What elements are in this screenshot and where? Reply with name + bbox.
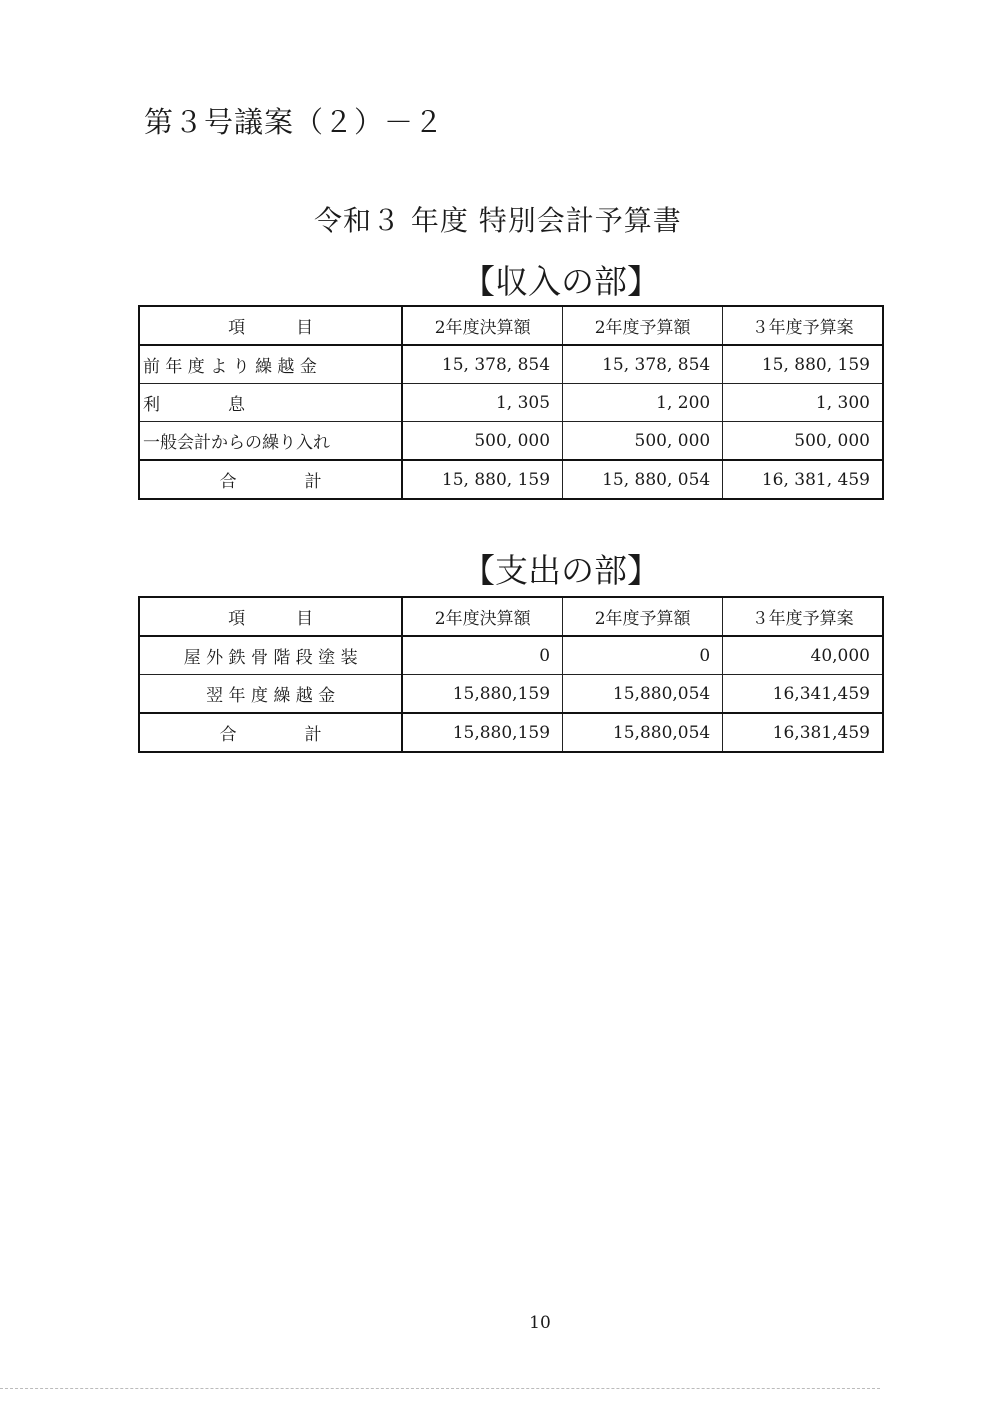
- income-table: [138, 305, 884, 500]
- page-number: 10: [529, 1313, 551, 1333]
- row-item-label: 一般会計からの繰り入れ: [139, 422, 402, 461]
- table-header-row: [139, 306, 883, 345]
- row-item-label: 翌 年 度 繰 越 金: [139, 675, 402, 714]
- cell-r3-proposal: 500, 000: [723, 422, 883, 461]
- cell-r2-actual: 15, 378, 854: [402, 345, 562, 384]
- cell-r3-proposal: 1, 300: [723, 384, 883, 422]
- column-header-r2-actual: 2年度決算額: [402, 597, 562, 636]
- cell-r2-actual: 500, 000: [402, 422, 562, 461]
- cell-r2-actual: 15,880,159: [402, 713, 562, 752]
- table-row: [139, 384, 883, 422]
- total-row: [139, 460, 883, 499]
- total-row: [139, 713, 883, 752]
- cell-r3-proposal: 16,341,459: [723, 675, 883, 714]
- row-item-label: 利 息: [139, 384, 402, 422]
- cell-r2-actual: 15, 880, 159: [402, 460, 562, 499]
- cell-r3-proposal: 15, 880, 159: [723, 345, 883, 384]
- income-section-heading: 【収入の部】: [462, 262, 660, 301]
- agenda-title: 第３号議案（２）－２: [144, 105, 445, 139]
- column-header-item: 項 目: [139, 306, 402, 345]
- cell-r2-budget: 15,880,054: [563, 675, 723, 714]
- table-row: [139, 345, 883, 384]
- cell-r2-budget: 15, 378, 854: [563, 345, 723, 384]
- cell-r2-actual: 15,880,159: [402, 675, 562, 714]
- table-header-row: [139, 597, 883, 636]
- document-title: 令和３ 年度 特別会計予算書: [314, 204, 682, 237]
- table-row: [139, 422, 883, 461]
- table-row: [139, 675, 883, 714]
- cell-r2-actual: 0: [402, 636, 562, 675]
- cell-r2-budget: 500, 000: [563, 422, 723, 461]
- column-header-r2-budget: 2年度予算額: [563, 306, 723, 345]
- column-header-r2-budget: 2年度予算額: [563, 597, 723, 636]
- total-label: 合 計: [139, 460, 402, 499]
- row-item-label: 屋 外 鉄 骨 階 段 塗 装: [139, 636, 402, 675]
- cell-r2-budget: 0: [563, 636, 723, 675]
- cell-r2-budget: 15, 880, 054: [563, 460, 723, 499]
- expense-table: [138, 596, 884, 753]
- cell-r3-proposal: 16,381,459: [723, 713, 883, 752]
- column-header-r2-actual: 2年度決算額: [402, 306, 562, 345]
- cell-r3-proposal: 40,000: [723, 636, 883, 675]
- cell-r2-budget: 1, 200: [563, 384, 723, 422]
- column-header-r3-proposal: ３年度予算案: [723, 306, 883, 345]
- table-row: [139, 636, 883, 675]
- expense-section-heading: 【支出の部】: [462, 551, 660, 590]
- cell-r3-proposal: 16, 381, 459: [723, 460, 883, 499]
- row-item-label: 前 年 度 よ り 繰 越 金: [139, 345, 402, 384]
- column-header-r3-proposal: ３年度予算案: [723, 597, 883, 636]
- cell-r2-budget: 15,880,054: [563, 713, 723, 752]
- column-header-item: 項 目: [139, 597, 402, 636]
- total-label: 合 計: [139, 713, 402, 752]
- scan-artifact-line: [0, 1388, 880, 1389]
- cell-r2-actual: 1, 305: [402, 384, 562, 422]
